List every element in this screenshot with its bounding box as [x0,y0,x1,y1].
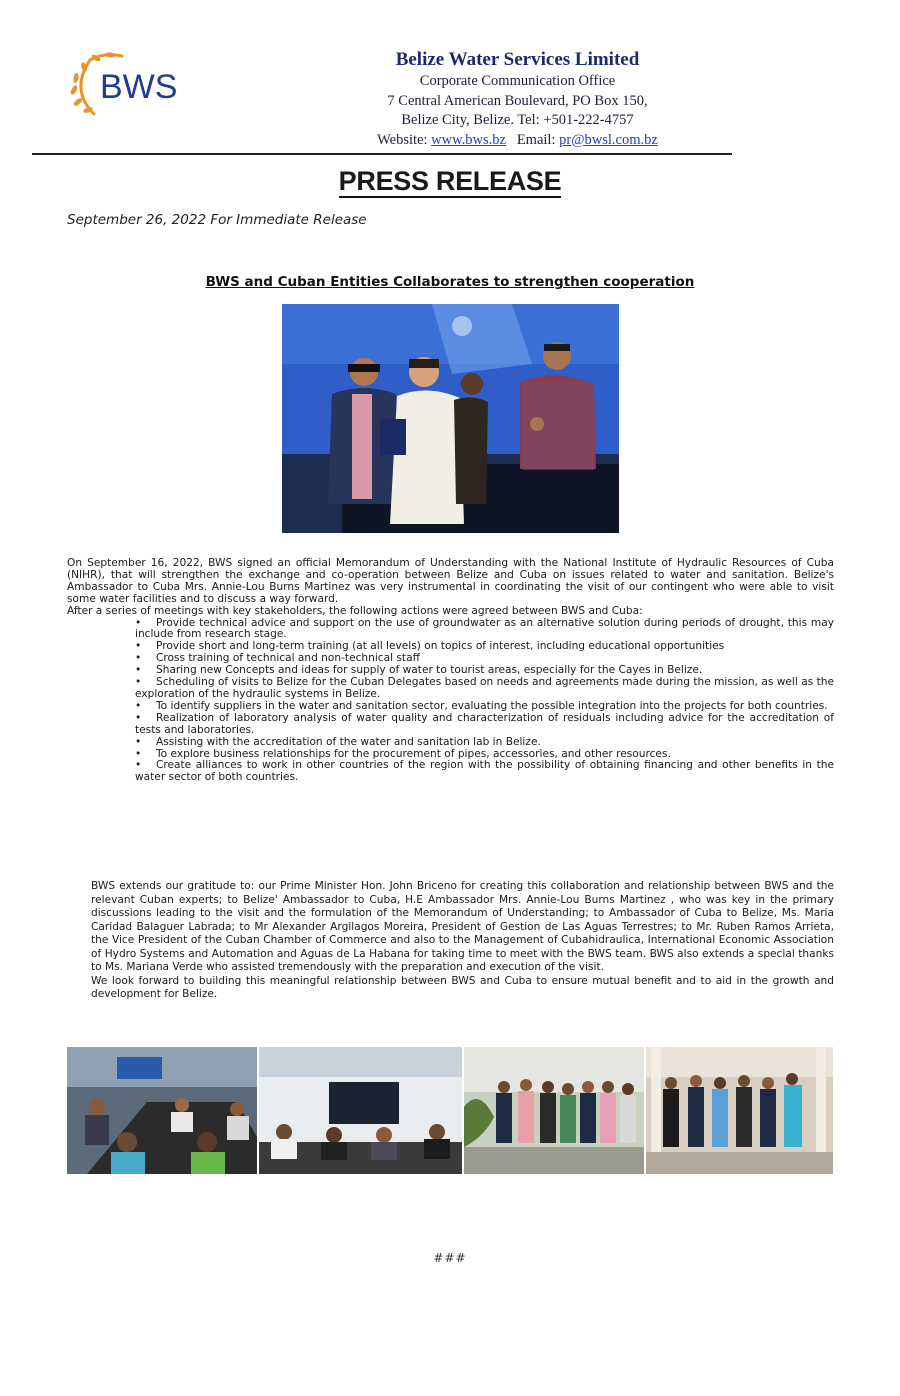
title-text: PRESS RELEASE [338,166,562,196]
release-body [67,558,834,784]
website-label: Website: [377,131,428,148]
address-line-1: 7 Central American Boulevard, PO Box 150, [387,92,648,109]
dateline: September 26, 2022 For Immediate Release [67,212,367,228]
signing-ceremony-photo [282,304,619,533]
office-name: Corporate Communication Office [419,73,616,89]
page-title [0,166,900,197]
actions-intro: After a series of meetings with key stakeholders, the following actions were agreed between BWS and Cuba: [67,604,643,617]
list-item: • To identify suppliers in the water and sanitation sector, evaluating the possible integration into the projects for both countries. [135,701,834,713]
list-item: • Realization of laboratory analysis of water quality and characterization of residuals including advice for the accreditation of tests and laboratories. [135,713,834,737]
organization-name: Belize Water Services Limited [395,49,640,70]
end-mark: ### [433,1251,467,1265]
headline: BWS and Cuban Entities Collaborates to strengthen cooperation [205,274,695,290]
group-photo-outdoor [464,1047,644,1174]
letterhead-divider [32,153,732,155]
gratitude-section [91,880,834,1002]
list-item: • Assisting with the accreditation of the water and sanitation lab in Belize. [135,737,834,749]
list-item: • Create alliances to work in other countries of the region with the possibility of obtaining financing and other benefits in the water sector of both countries. [135,760,834,784]
closing-paragraph: We look forward to building this meaningful relationship between BWS and Cuba to ensure mutual benefit and to aid in the growth and development for Belize. [91,974,834,1000]
address-line-2: Belize City, Belize. Tel: +501-222-4757 [401,112,634,128]
gratitude-paragraph: BWS extends our gratitude to: our Prime Minister Hon. John Briceno for creating this collaboration and relationship between BWS and the relevant Cuban experts; to Belize' Ambassador to Cuba, H.E Ambassador Mrs. Annie-Lou Burns Martinez , who was key in the primary discussions leading to the visit and the formulation of the Memorandum of Understanding; to Ambassador of Cuba to Belize, Ms. Maria Caridad Balaguer Labrada; to Mr Alexander Argilagos Moreira, President of Gestion de Las Aguas Terrestres; to Mr. Ruben Ramos Arrieta, the Vice President of the Cuban Chamber of Commerce and also to the Management of Cubahidraulica, International Economic Association of Hydro Systems and Automation and Aguas de La Habana for taking time to meet with the BWS team. BWS also extends a special thanks to Ms. Mariana Verde who assisted tremendously with the preparation and execution of the visit. [91,880,834,973]
group-photo-building [646,1047,833,1174]
letterhead [330,48,705,150]
website-link[interactable]: www.bws.bz [431,131,506,148]
actions-list [67,618,834,785]
list-item: • Cross training of technical and non-technical staff [135,653,834,665]
list-item: • Sharing new Concepts and ideas for supply of water to tourist areas, especially for the Cayes in Belize. [135,665,834,677]
bws-logo [64,50,204,124]
list-item: • Provide technical advice and support on the use of groundwater as an alternative solution during periods of drought, this may include from research stage. [135,618,834,642]
email-link[interactable]: pr@bwsl.com.bz [559,131,658,148]
contact-line [330,131,705,151]
list-item: • To explore business relationships for the procurement of pipes, accessories, and other resources. [135,749,834,761]
bws-logo-graphic [64,50,204,124]
conference-photo [259,1047,462,1174]
list-item: • Provide short and long-term training (at all levels) on topics of interest, including educational opportunities [135,641,834,653]
email-label: Email: [516,131,556,148]
svg-text:BWS: BWS [100,68,178,106]
meeting-room-photo [67,1047,257,1174]
intro-paragraph: On September 16, 2022, BWS signed an official Memorandum of Understanding with the National Institute of Hydraulic Resources of Cuba (NIHR), that will strengthen the exchange and co-operation between Belize and Cuba on issues related to water and sanitation. Belize's Ambassador to Cuba Mrs. Annie-Lou Burns Martinez was very instrumental in coordinating the visit of our contingent who were able to visit some water facilities and to discuss a way forward. [67,557,834,605]
list-item: • Scheduling of visits to Belize for the Cuban Delegates based on needs and agreements made during the mission, as well as the exploration of the hydraulic systems in Belize. [135,677,834,701]
